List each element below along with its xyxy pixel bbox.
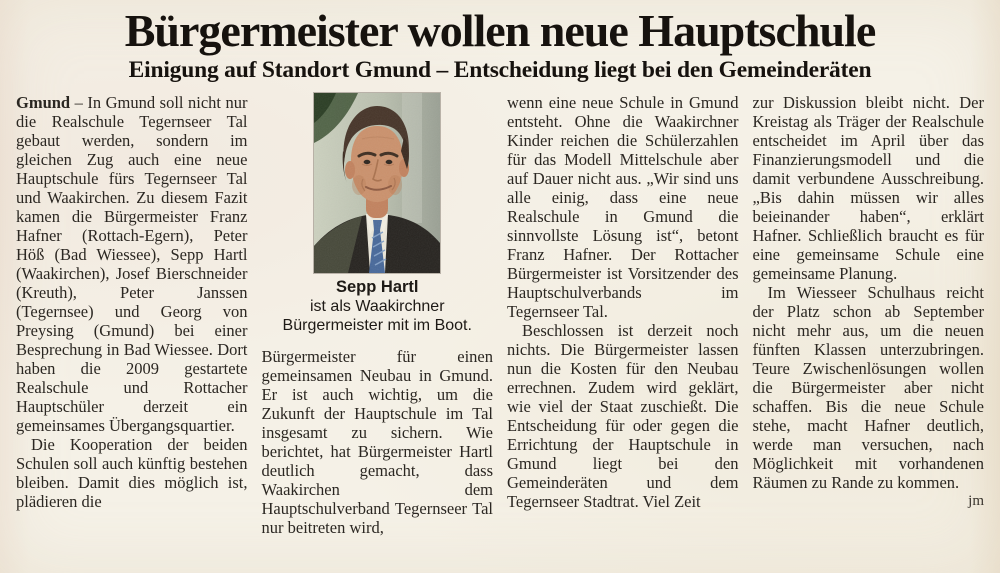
- author-initials: jm: [968, 492, 984, 509]
- column4-paragraph-2: [752, 282, 985, 509]
- column4-paragraph-2-text: Im Wiesseer Schulhaus reicht der Platz schon ab September nicht mehr aus, um die neuen fünften Klassen unterzubringen. Teure Zwischenlösungen wollen die Bürgermeister aber nicht schaffen. Bis die neue Schule stehe, macht Hafner deutlich, werde man versuchen, nach Möglichkeit mit vorhandenen Räumen zu Rande zu kommen.: [752, 282, 984, 492]
- column3-paragraph-2: Beschlossen ist derzeit noch nichts. Die Bürgermeister lassen nun die Kosten für den Neubau errechnen. Zudem wird geklärt, wie viel der Staat zuschießt. Die Entscheidung für oder gegen die Errichtung der Hauptschule in Gmund liegt bei den Gemeinderäten und dem Tegernseer Stadtrat. Viel Zeit: [507, 320, 739, 511]
- column1-paragraph-1-text: – In Gmund soll nicht nur die Realschule Tegernseer Tal gebaut werden, sondern im gleichen Zug auch eine neue Hauptschule fürs Tegernseer Tal und Waakirchen. Zu diesem Fazit kamen die Bürgermeister Franz Hafner (Rottach-Egern), Peter Höß (Bad Wiessee), Sepp Hartl (Waakirchen), Josef Bierschneider (Kreuth), Peter Janssen (Tegernsee) und Georg von Preysing (Gmund) bei einer Besprechung in Bad Wiessee. Dort haben die 2009 gestartete Realschule und Rottacher Hauptschüler derzeit ein gemeinsames Übergangsquartier.: [16, 92, 248, 435]
- column3-paragraph-1: wenn eine neue Schule in Gmund entsteht. Ohne die Waakirchner Kinder reichen die Schülerzahlen für das Modell Mittelschule aber auf Dauer nicht aus. „Wir sind uns alle einig, dass eine neue Realschule in Gmund die sinnvollste Lösung ist“, betont Franz Hafner. Der Rottacher Bürgermeister ist Vorsitzender des Hauptschulverbands im Tegernseer Tal.: [507, 92, 739, 321]
- column1-paragraph-1: [16, 93, 248, 435]
- column-4: [753, 93, 985, 511]
- column4-paragraph-1: zur Diskussion bleibt nicht. Der Kreistag als Träger der Realschule entscheidet im April über das Finanzierungsmodell und die damit verbundene Ausschreibung. „Bis dahin müssen wir alles beieinander haben“, erklärt Hafner. Schließlich braucht es für eine gemeinsame Schule eine gemeinsame Planung.: [752, 92, 984, 283]
- column-2: [262, 93, 494, 537]
- dateline-place: Gmund: [16, 92, 71, 112]
- sepp-hartl-portrait-photo: [314, 93, 440, 273]
- article-subheadline: Einigung auf Standort Gmund – Entscheidung liegt bei den Gemeinderäten: [128, 56, 872, 83]
- column-1: [16, 93, 248, 511]
- article-masthead: [0, 0, 1000, 84]
- photo-caption-text: ist als Waakirchner Bürgermeister mit im Boot.: [282, 297, 472, 334]
- photo-figure: [262, 93, 494, 335]
- article-headline: Bürgermeister wollen neue Hauptschule: [124, 5, 876, 56]
- column1-paragraph-2: Die Kooperation der beiden Schulen soll auch künftig bestehen bleiben. Damit dies möglich ist, plädieren die: [16, 434, 248, 511]
- article-columns: [0, 84, 1000, 537]
- photo-caption: [262, 278, 494, 335]
- column-3: [507, 93, 739, 511]
- column2-paragraph-1: Bürgermeister für einen gemeinsamen Neubau in Gmund. Er ist auch wichtig, um die Zukunft der Hauptschule im Tal insgesamt zu sichern. Wie berichtet, hat Bürgermeister Hartl deutlich gemacht, dass Waakirchen dem Hauptschulverband Tegernseer Tal nur beitreten wird,: [261, 346, 493, 537]
- portrait-illustration: [314, 93, 440, 273]
- photo-caption-name: Sepp Hartl: [335, 277, 419, 296]
